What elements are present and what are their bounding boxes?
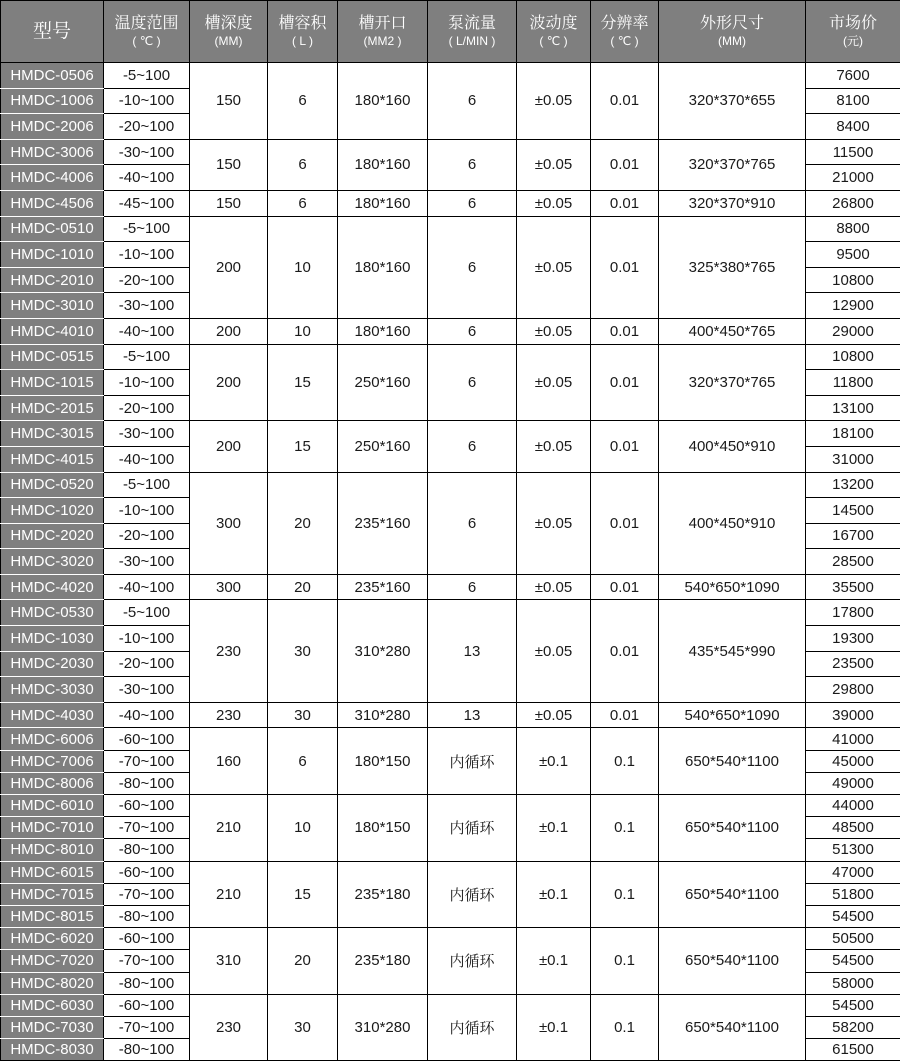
col-header-unit: ( ℃ ) <box>519 34 588 48</box>
col-header-dimensions <box>659 1 806 63</box>
model-cell: HMDC-4015 <box>1 446 104 472</box>
fluctuation-cell: ±0.05 <box>517 421 591 472</box>
volume-cell: 10 <box>268 318 338 344</box>
table-row <box>1 63 900 89</box>
table-row <box>1 861 900 883</box>
resolution-cell: 0.01 <box>591 421 659 472</box>
depth-cell: 230 <box>190 702 268 728</box>
opening-cell: 180*160 <box>338 216 428 318</box>
model-cell: HMDC-2030 <box>1 651 104 677</box>
temp-range-cell: -40~100 <box>104 574 190 600</box>
fluctuation-cell: ±0.05 <box>517 139 591 190</box>
opening-cell: 310*280 <box>338 600 428 702</box>
temp-range-cell: -40~100 <box>104 702 190 728</box>
model-cell: HMDC-3006 <box>1 139 104 165</box>
resolution-cell: 0.01 <box>591 600 659 702</box>
dimensions-cell: 400*450*910 <box>659 421 806 472</box>
opening-cell: 235*160 <box>338 472 428 574</box>
model-cell: HMDC-4506 <box>1 190 104 216</box>
temp-range-cell: -30~100 <box>104 293 190 319</box>
model-cell: HMDC-2006 <box>1 114 104 140</box>
fluctuation-cell: ±0.05 <box>517 344 591 421</box>
resolution-cell: 0.01 <box>591 216 659 318</box>
volume-cell: 20 <box>268 928 338 995</box>
table-row <box>1 600 900 626</box>
model-cell: HMDC-3030 <box>1 677 104 703</box>
volume-cell: 20 <box>268 472 338 574</box>
temp-range-cell: -70~100 <box>104 1016 190 1038</box>
model-cell: HMDC-4020 <box>1 574 104 600</box>
dimensions-cell: 400*450*910 <box>659 472 806 574</box>
temp-range-cell: -60~100 <box>104 928 190 950</box>
dimensions-cell: 320*370*765 <box>659 139 806 190</box>
temp-range-cell: -5~100 <box>104 600 190 626</box>
col-header-model <box>1 1 104 63</box>
col-header-tank_opening <box>338 1 428 63</box>
table-row <box>1 344 900 370</box>
col-header-unit: ( ℃ ) <box>593 34 656 48</box>
fluctuation-cell: ±0.1 <box>517 861 591 928</box>
depth-cell: 160 <box>190 728 268 795</box>
header-row <box>1 1 900 63</box>
price-cell: 28500 <box>806 549 900 575</box>
flow-cell: 内循环 <box>428 994 517 1061</box>
model-cell: HMDC-1020 <box>1 498 104 524</box>
depth-cell: 230 <box>190 994 268 1061</box>
temp-range-cell: -30~100 <box>104 549 190 575</box>
volume-cell: 10 <box>268 216 338 318</box>
table-row <box>1 574 900 600</box>
temp-range-cell: -10~100 <box>104 626 190 652</box>
temp-range-cell: -20~100 <box>104 523 190 549</box>
temp-range-cell: -60~100 <box>104 994 190 1016</box>
opening-cell: 310*280 <box>338 702 428 728</box>
depth-cell: 200 <box>190 421 268 472</box>
table-row <box>1 795 900 817</box>
temp-range-cell: -5~100 <box>104 472 190 498</box>
flow-cell: 13 <box>428 600 517 702</box>
resolution-cell: 0.01 <box>591 63 659 140</box>
resolution-cell: 0.1 <box>591 795 659 862</box>
col-header-pump_flow <box>428 1 517 63</box>
resolution-cell: 0.01 <box>591 190 659 216</box>
fluctuation-cell: ±0.05 <box>517 190 591 216</box>
fluctuation-cell: ±0.05 <box>517 472 591 574</box>
col-header-label: 分辨率 <box>593 14 656 34</box>
depth-cell: 200 <box>190 318 268 344</box>
col-header-label: 槽开口 <box>340 14 425 34</box>
model-cell: HMDC-8015 <box>1 905 104 927</box>
resolution-cell: 0.01 <box>591 472 659 574</box>
fluctuation-cell: ±0.05 <box>517 574 591 600</box>
opening-cell: 235*160 <box>338 574 428 600</box>
temp-range-cell: -60~100 <box>104 728 190 750</box>
col-header-fluctuation <box>517 1 591 63</box>
price-cell: 19300 <box>806 626 900 652</box>
price-cell: 45000 <box>806 750 900 772</box>
resolution-cell: 0.1 <box>591 861 659 928</box>
model-cell: HMDC-6010 <box>1 795 104 817</box>
temp-range-cell: -80~100 <box>104 905 190 927</box>
price-cell: 7600 <box>806 63 900 89</box>
flow-cell: 13 <box>428 702 517 728</box>
model-cell: HMDC-8006 <box>1 772 104 794</box>
fluctuation-cell: ±0.1 <box>517 795 591 862</box>
flow-cell: 6 <box>428 216 517 318</box>
temp-range-cell: -10~100 <box>104 242 190 268</box>
temp-range-cell: -30~100 <box>104 677 190 703</box>
model-cell: HMDC-6006 <box>1 728 104 750</box>
col-header-temp_range <box>104 1 190 63</box>
col-header-label: 市场价 <box>808 14 898 34</box>
model-cell: HMDC-1030 <box>1 626 104 652</box>
depth-cell: 200 <box>190 216 268 318</box>
col-header-label: 泵流量 <box>430 14 514 34</box>
volume-cell: 6 <box>268 728 338 795</box>
depth-cell: 300 <box>190 574 268 600</box>
price-cell: 35500 <box>806 574 900 600</box>
flow-cell: 6 <box>428 574 517 600</box>
dimensions-cell: 540*650*1090 <box>659 702 806 728</box>
price-cell: 54500 <box>806 950 900 972</box>
volume-cell: 30 <box>268 994 338 1061</box>
dimensions-cell: 320*370*910 <box>659 190 806 216</box>
model-cell: HMDC-6015 <box>1 861 104 883</box>
price-cell: 8800 <box>806 216 900 242</box>
temp-range-cell: -70~100 <box>104 883 190 905</box>
temp-range-cell: -10~100 <box>104 88 190 114</box>
flow-cell: 6 <box>428 139 517 190</box>
temp-range-cell: -5~100 <box>104 216 190 242</box>
price-cell: 51300 <box>806 839 900 861</box>
temp-range-cell: -40~100 <box>104 446 190 472</box>
temp-range-cell: -40~100 <box>104 318 190 344</box>
model-cell: HMDC-3010 <box>1 293 104 319</box>
dimensions-cell: 650*540*1100 <box>659 994 806 1061</box>
flow-cell: 6 <box>428 63 517 140</box>
flow-cell: 内循环 <box>428 928 517 995</box>
volume-cell: 20 <box>268 574 338 600</box>
model-cell: HMDC-0506 <box>1 63 104 89</box>
temp-range-cell: -20~100 <box>104 395 190 421</box>
col-header-unit: (MM) <box>661 34 803 48</box>
volume-cell: 10 <box>268 795 338 862</box>
col-header-label: 波动度 <box>519 14 588 34</box>
price-cell: 39000 <box>806 702 900 728</box>
col-header-unit: (元) <box>808 34 898 48</box>
col-header-unit: ( ℃ ) <box>106 34 187 48</box>
dimensions-cell: 400*450*765 <box>659 318 806 344</box>
dimensions-cell: 540*650*1090 <box>659 574 806 600</box>
price-cell: 23500 <box>806 651 900 677</box>
price-cell: 49000 <box>806 772 900 794</box>
opening-cell: 180*150 <box>338 728 428 795</box>
depth-cell: 200 <box>190 344 268 421</box>
resolution-cell: 0.01 <box>591 702 659 728</box>
depth-cell: 210 <box>190 795 268 862</box>
depth-cell: 300 <box>190 472 268 574</box>
model-cell: HMDC-4030 <box>1 702 104 728</box>
flow-cell: 6 <box>428 421 517 472</box>
volume-cell: 15 <box>268 421 338 472</box>
fluctuation-cell: ±0.05 <box>517 318 591 344</box>
volume-cell: 15 <box>268 861 338 928</box>
flow-cell: 6 <box>428 190 517 216</box>
opening-cell: 250*160 <box>338 344 428 421</box>
dimensions-cell: 325*380*765 <box>659 216 806 318</box>
price-cell: 18100 <box>806 421 900 447</box>
temp-range-cell: -60~100 <box>104 795 190 817</box>
price-cell: 50500 <box>806 928 900 950</box>
volume-cell: 30 <box>268 600 338 702</box>
opening-cell: 180*160 <box>338 318 428 344</box>
col-header-market_price <box>806 1 900 63</box>
price-cell: 9500 <box>806 242 900 268</box>
col-header-unit: ( L/MIN ) <box>430 34 514 48</box>
table-body <box>1 63 900 1061</box>
resolution-cell: 0.01 <box>591 574 659 600</box>
fluctuation-cell: ±0.05 <box>517 600 591 702</box>
price-cell: 13200 <box>806 472 900 498</box>
model-cell: HMDC-6020 <box>1 928 104 950</box>
dimensions-cell: 650*540*1100 <box>659 928 806 995</box>
opening-cell: 180*150 <box>338 795 428 862</box>
price-cell: 31000 <box>806 446 900 472</box>
volume-cell: 6 <box>268 190 338 216</box>
opening-cell: 310*280 <box>338 994 428 1061</box>
fluctuation-cell: ±0.1 <box>517 728 591 795</box>
model-cell: HMDC-8020 <box>1 972 104 994</box>
temp-range-cell: -80~100 <box>104 839 190 861</box>
model-cell: HMDC-1010 <box>1 242 104 268</box>
temp-range-cell: -10~100 <box>104 370 190 396</box>
dimensions-cell: 650*540*1100 <box>659 795 806 862</box>
opening-cell: 235*180 <box>338 861 428 928</box>
table-row <box>1 728 900 750</box>
fluctuation-cell: ±0.1 <box>517 994 591 1061</box>
price-cell: 51800 <box>806 883 900 905</box>
depth-cell: 210 <box>190 861 268 928</box>
price-cell: 54500 <box>806 905 900 927</box>
resolution-cell: 0.1 <box>591 728 659 795</box>
temp-range-cell: -10~100 <box>104 498 190 524</box>
price-cell: 48500 <box>806 817 900 839</box>
model-cell: HMDC-2010 <box>1 267 104 293</box>
price-cell: 26800 <box>806 190 900 216</box>
model-cell: HMDC-6030 <box>1 994 104 1016</box>
price-cell: 58000 <box>806 972 900 994</box>
col-header-label: 温度范围 <box>106 14 187 34</box>
price-cell: 61500 <box>806 1039 900 1061</box>
table-row <box>1 994 900 1016</box>
col-header-label: 槽深度 <box>192 14 265 34</box>
resolution-cell: 0.1 <box>591 928 659 995</box>
table-row <box>1 216 900 242</box>
model-cell: HMDC-2015 <box>1 395 104 421</box>
price-cell: 11800 <box>806 370 900 396</box>
resolution-cell: 0.1 <box>591 994 659 1061</box>
depth-cell: 150 <box>190 190 268 216</box>
model-cell: HMDC-8030 <box>1 1039 104 1061</box>
volume-cell: 15 <box>268 344 338 421</box>
table-row <box>1 472 900 498</box>
price-cell: 16700 <box>806 523 900 549</box>
opening-cell: 235*180 <box>338 928 428 995</box>
model-cell: HMDC-7006 <box>1 750 104 772</box>
price-cell: 14500 <box>806 498 900 524</box>
col-header-resolution <box>591 1 659 63</box>
price-cell: 13100 <box>806 395 900 421</box>
model-cell: HMDC-0520 <box>1 472 104 498</box>
price-cell: 21000 <box>806 165 900 191</box>
price-cell: 8100 <box>806 88 900 114</box>
col-header-label: 槽容积 <box>270 14 335 34</box>
model-cell: HMDC-4010 <box>1 318 104 344</box>
model-cell: HMDC-7010 <box>1 817 104 839</box>
temp-range-cell: -20~100 <box>104 651 190 677</box>
dimensions-cell: 320*370*765 <box>659 344 806 421</box>
temp-range-cell: -20~100 <box>104 267 190 293</box>
flow-cell: 内循环 <box>428 795 517 862</box>
dimensions-cell: 320*370*655 <box>659 63 806 140</box>
volume-cell: 6 <box>268 63 338 140</box>
price-cell: 47000 <box>806 861 900 883</box>
price-cell: 41000 <box>806 728 900 750</box>
dimensions-cell: 650*540*1100 <box>659 728 806 795</box>
resolution-cell: 0.01 <box>591 344 659 421</box>
flow-cell: 6 <box>428 344 517 421</box>
flow-cell: 内循环 <box>428 728 517 795</box>
temp-range-cell: -80~100 <box>104 972 190 994</box>
col-header-unit: (MM2 ) <box>340 34 425 48</box>
fluctuation-cell: ±0.05 <box>517 63 591 140</box>
table-row <box>1 928 900 950</box>
price-cell: 8400 <box>806 114 900 140</box>
col-header-label: 型号 <box>3 20 101 44</box>
model-cell: HMDC-0515 <box>1 344 104 370</box>
temp-range-cell: -60~100 <box>104 861 190 883</box>
flow-cell: 内循环 <box>428 861 517 928</box>
model-cell: HMDC-4006 <box>1 165 104 191</box>
price-cell: 12900 <box>806 293 900 319</box>
dimensions-cell: 650*540*1100 <box>659 861 806 928</box>
depth-cell: 230 <box>190 600 268 702</box>
temp-range-cell: -30~100 <box>104 421 190 447</box>
table-row <box>1 702 900 728</box>
temp-range-cell: -70~100 <box>104 817 190 839</box>
table-row <box>1 190 900 216</box>
table-row <box>1 318 900 344</box>
model-cell: HMDC-0510 <box>1 216 104 242</box>
fluctuation-cell: ±0.05 <box>517 216 591 318</box>
temp-range-cell: -45~100 <box>104 190 190 216</box>
col-header-tank_depth <box>190 1 268 63</box>
opening-cell: 180*160 <box>338 139 428 190</box>
model-cell: HMDC-8010 <box>1 839 104 861</box>
opening-cell: 250*160 <box>338 421 428 472</box>
price-cell: 44000 <box>806 795 900 817</box>
model-cell: HMDC-3015 <box>1 421 104 447</box>
table-row <box>1 139 900 165</box>
price-cell: 58200 <box>806 1016 900 1038</box>
resolution-cell: 0.01 <box>591 318 659 344</box>
resolution-cell: 0.01 <box>591 139 659 190</box>
depth-cell: 150 <box>190 63 268 140</box>
col-header-unit: ( L ) <box>270 34 335 48</box>
price-cell: 10800 <box>806 344 900 370</box>
col-header-tank_volume <box>268 1 338 63</box>
col-header-unit: (MM) <box>192 34 265 48</box>
fluctuation-cell: ±0.1 <box>517 928 591 995</box>
model-cell: HMDC-7020 <box>1 950 104 972</box>
price-cell: 17800 <box>806 600 900 626</box>
model-cell: HMDC-1006 <box>1 88 104 114</box>
flow-cell: 6 <box>428 318 517 344</box>
dimensions-cell: 435*545*990 <box>659 600 806 702</box>
fluctuation-cell: ±0.05 <box>517 702 591 728</box>
depth-cell: 310 <box>190 928 268 995</box>
temp-range-cell: -30~100 <box>104 139 190 165</box>
temp-range-cell: -40~100 <box>104 165 190 191</box>
temp-range-cell: -70~100 <box>104 950 190 972</box>
price-cell: 29800 <box>806 677 900 703</box>
model-cell: HMDC-2020 <box>1 523 104 549</box>
temp-range-cell: -70~100 <box>104 750 190 772</box>
temp-range-cell: -5~100 <box>104 63 190 89</box>
col-header-label: 外形尺寸 <box>661 14 803 34</box>
volume-cell: 30 <box>268 702 338 728</box>
volume-cell: 6 <box>268 139 338 190</box>
depth-cell: 150 <box>190 139 268 190</box>
opening-cell: 180*160 <box>338 190 428 216</box>
flow-cell: 6 <box>428 472 517 574</box>
model-cell: HMDC-0530 <box>1 600 104 626</box>
price-cell: 29000 <box>806 318 900 344</box>
model-cell: HMDC-3020 <box>1 549 104 575</box>
price-cell: 54500 <box>806 994 900 1016</box>
model-cell: HMDC-1015 <box>1 370 104 396</box>
model-cell: HMDC-7030 <box>1 1016 104 1038</box>
price-cell: 11500 <box>806 139 900 165</box>
model-cell: HMDC-7015 <box>1 883 104 905</box>
temp-range-cell: -80~100 <box>104 1039 190 1061</box>
opening-cell: 180*160 <box>338 63 428 140</box>
temp-range-cell: -80~100 <box>104 772 190 794</box>
temp-range-cell: -5~100 <box>104 344 190 370</box>
table-row <box>1 421 900 447</box>
price-cell: 10800 <box>806 267 900 293</box>
temp-range-cell: -20~100 <box>104 114 190 140</box>
